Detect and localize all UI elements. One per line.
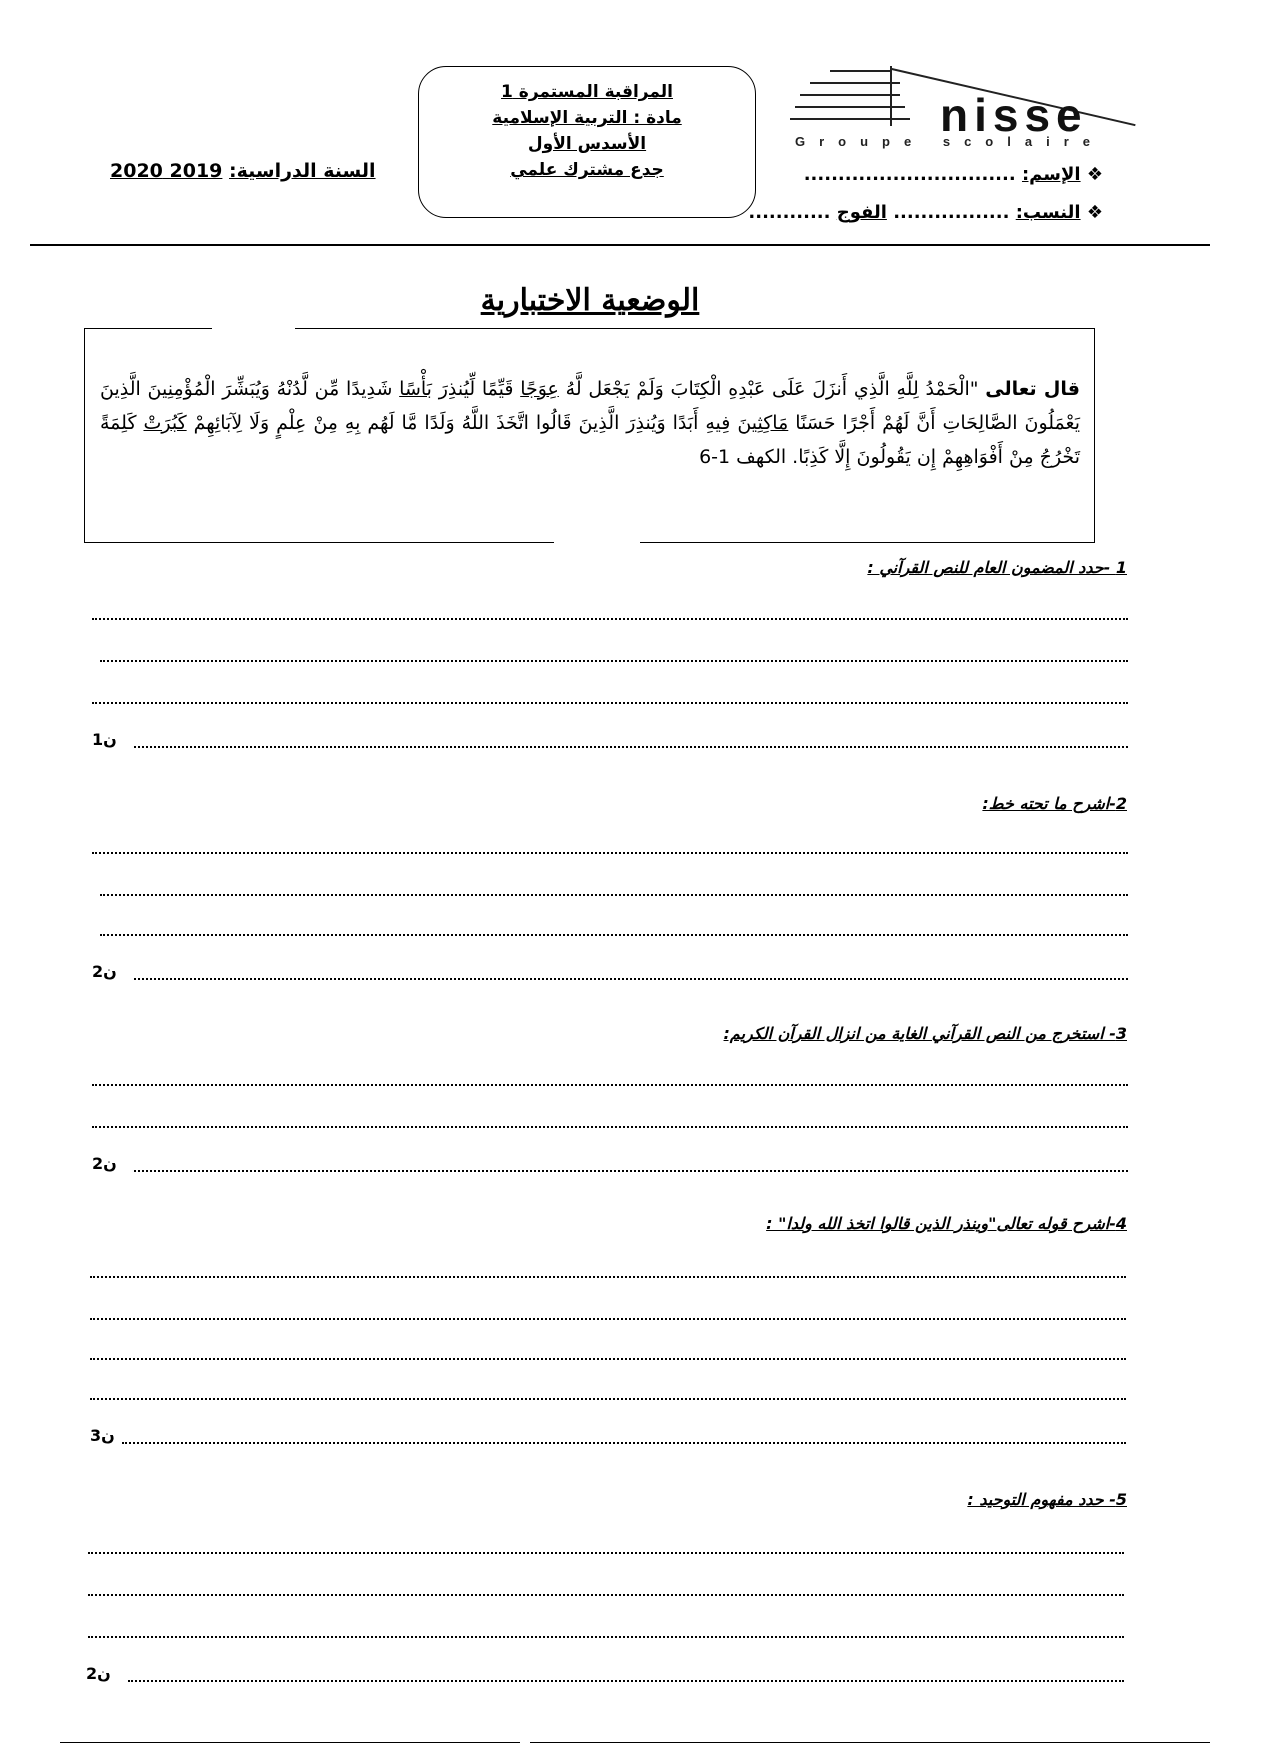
answer-line[interactable] — [100, 934, 1128, 936]
passage-text: قَيِّمًا لِّيُنذِرَ — [431, 378, 521, 400]
bullet-icon: ❖ — [1086, 202, 1103, 223]
question-4-score: 3ن — [90, 1426, 115, 1445]
header-divider — [30, 244, 1210, 246]
answer-line[interactable] — [92, 618, 1128, 620]
question-1: 1 -حدد المضمون العام للنص القرآني : — [867, 558, 1127, 577]
question-2-score: 2ن — [92, 962, 117, 981]
exam-info-box — [418, 66, 756, 218]
answer-line[interactable] — [134, 978, 1128, 980]
answer-line[interactable] — [100, 660, 1128, 662]
frame-line — [84, 328, 85, 542]
passage-text: فِيهِ أَبَدًا وَيُنذِرَ الَّذِينَ قَالُوا اتَّخَذَ اللَّهُ وَلَدًا مَّا لَهُم بِهِ مِنْ عِلْمٍ وَلَا لِآبَائِهِمْ — [186, 412, 738, 434]
answer-line[interactable] — [88, 1552, 1124, 1554]
frame-line — [84, 328, 212, 329]
surname-dots: ................. — [893, 202, 1010, 223]
underlined-word: بَأْسًا — [399, 378, 432, 400]
group-dots: ............ — [748, 202, 831, 223]
answer-line[interactable] — [90, 1358, 1126, 1360]
answer-line[interactable] — [128, 1680, 1124, 1682]
logo-subtitle: Groupe scolaire — [795, 134, 1104, 149]
passage-text: شَدِيدًا مِّن لَّدُنْهُ وَيُبَشِّرَ الْمُؤْمِنِينَ الَّذِينَ يَعْمَلُونَ الصَّالِحَاتِ أَنَّ لَهُمْ أَجْرًا حَسَنًا — [100, 378, 1080, 434]
answer-line[interactable] — [92, 702, 1128, 704]
passage-lead: قال تعالى — [985, 378, 1080, 400]
answer-line[interactable] — [92, 852, 1128, 854]
question-5-score: 2ن — [86, 1664, 111, 1683]
question-4: 4-اشرح قوله تعالى"وينذر الذين قالوا اتخذ الله ولدا" : — [766, 1214, 1127, 1233]
year-label: السنة الدراسية: — [229, 160, 376, 182]
answer-line[interactable] — [100, 894, 1128, 896]
name-dots: ............................... — [803, 164, 1016, 185]
frame-line — [84, 542, 554, 543]
answer-line[interactable] — [88, 1594, 1124, 1596]
answer-line[interactable] — [134, 746, 1128, 748]
passage-text: كَلِمَةً تَخْرُجُ مِنْ أَفْوَاهِهِمْ إِن يَقُولُونَ إِلَّا كَذِبًا. الكهف 1-6 — [100, 412, 1080, 468]
question-5: 5- حدد مفهوم التوحيد : — [967, 1490, 1127, 1509]
subject: مادة : التربية الإسلامية — [492, 108, 682, 128]
footer-divider — [60, 1742, 520, 1743]
frame-line — [295, 328, 1095, 329]
question-2: 2-اشرح ما تحته خط: — [982, 794, 1127, 813]
level: جدع مشترك علمي — [510, 160, 664, 180]
underlined-word: عِوَجًا — [520, 378, 559, 400]
bullet-icon: ❖ — [1086, 164, 1103, 185]
semester: الأسدس الأول — [527, 134, 647, 154]
answer-line[interactable] — [92, 1084, 1128, 1086]
passage-text: "الْحَمْدُ لِلَّهِ الَّذِي أَنزَلَ عَلَى عَبْدِهِ الْكِتَابَ وَلَمْ يَجْعَل لَّهُ — [558, 378, 986, 400]
answer-line[interactable] — [88, 1636, 1124, 1638]
underlined-word: مَاكِثِينَ — [737, 412, 789, 434]
quran-passage — [100, 372, 1080, 474]
question-3: 3- استخرج من النص القرآني الغاية من انزال القرآن الكريم: — [723, 1024, 1127, 1043]
underlined-word: كَبُرَتْ — [143, 412, 187, 434]
question-3-score: 2ن — [92, 1154, 117, 1173]
answer-line[interactable] — [134, 1170, 1128, 1172]
frame-line — [640, 542, 1095, 543]
answer-line[interactable] — [90, 1318, 1126, 1320]
answer-line[interactable] — [92, 1126, 1128, 1128]
answer-line[interactable] — [90, 1398, 1126, 1400]
frame-line — [1094, 328, 1095, 542]
school-year — [110, 160, 376, 182]
surname-group-field[interactable] — [748, 202, 1103, 223]
answer-line[interactable] — [90, 1276, 1126, 1278]
page-title: الوضعية الاختبارية — [480, 283, 700, 318]
name-label: الإسم: — [1021, 164, 1081, 185]
exam-title: المراقبة المستمرة 1 — [501, 82, 673, 102]
name-field[interactable] — [804, 164, 1103, 185]
year-value: 2019 2020 — [110, 160, 223, 182]
group-label: الفوج — [836, 202, 887, 223]
logo-name: nisse — [940, 89, 1088, 141]
footer-divider — [530, 1742, 1210, 1743]
answer-line[interactable] — [122, 1442, 1126, 1444]
surname-label: النسب: — [1015, 202, 1081, 223]
question-1-score: 1ن — [92, 730, 117, 749]
